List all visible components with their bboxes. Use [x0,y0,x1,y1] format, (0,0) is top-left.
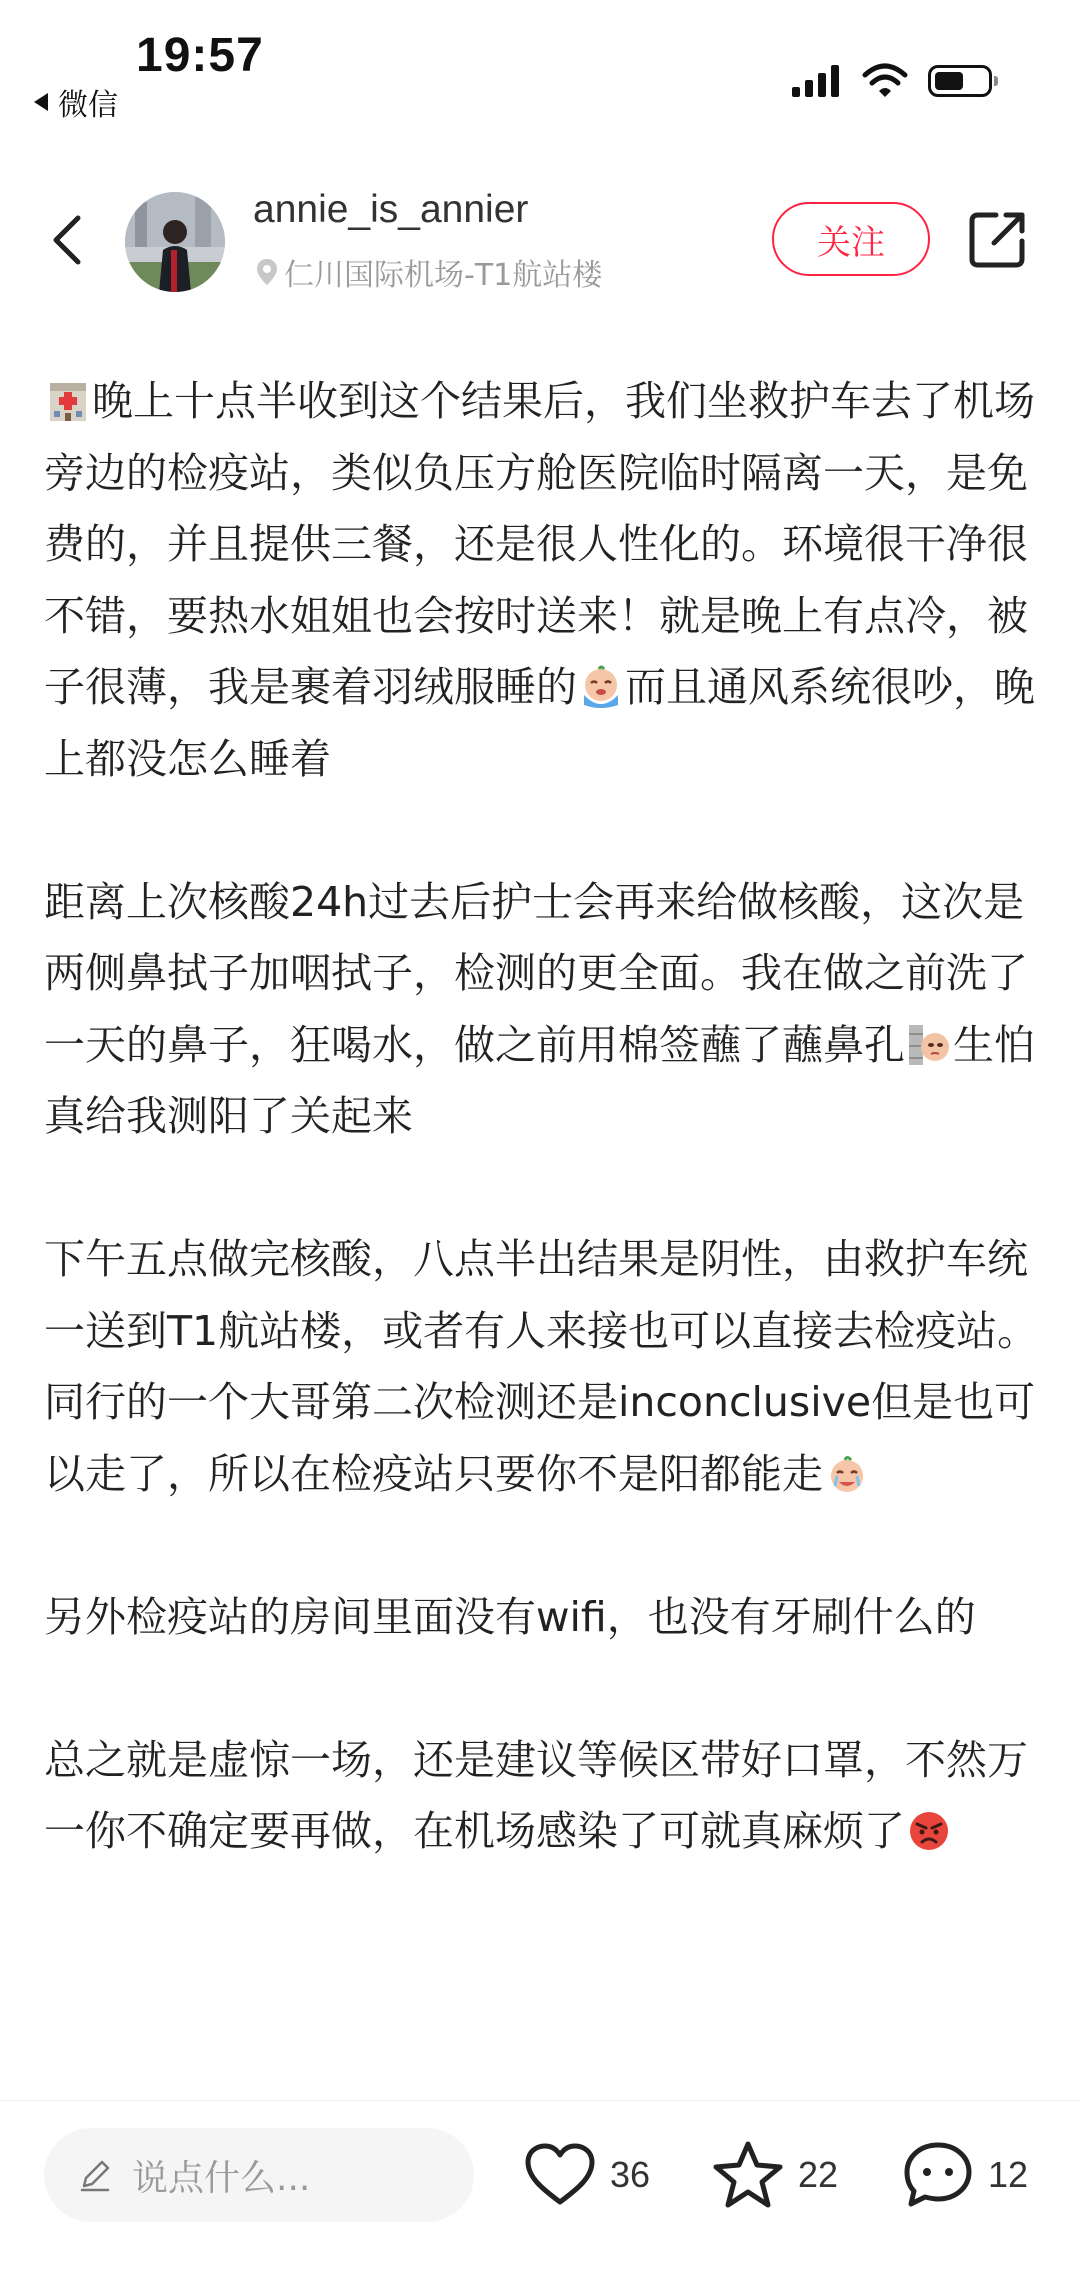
location-tag[interactable] [256,250,602,294]
status-bar [0,0,1080,140]
status-icons [790,56,992,106]
crying-emoji-icon [825,1452,869,1496]
comment-input[interactable] [44,2128,474,2222]
post-paragraph-2 [44,867,1044,1153]
comment-icon [902,2140,974,2210]
back-triangle-icon [34,93,48,111]
post-text-2b: 生怕真给我测阳了关起来 [44,1020,1035,1140]
favorite-button[interactable] [712,2140,838,2210]
avatar[interactable] [125,192,225,292]
comment-placeholder: 说点什么... [132,2157,311,2199]
chevron-left-icon[interactable] [40,210,100,270]
follow-button[interactable]: 关注 [772,202,930,276]
location-label: 仁川国际机场-T1航站楼 [284,258,603,293]
pencil-icon [76,2156,114,2194]
post-text-5: 总之就是虚惊一场，还是建议等候区带好口罩，不然万一你不确定要再做，在机场感染了可就真麻烦了 [44,1735,1028,1855]
back-to-app-link[interactable] [34,80,118,124]
post-header [0,180,1080,300]
post-text-1a: 晚上十点半收到这个结果后，我们坐救护车去了机场旁边的检疫站，类似负压方舱医院临时隔离一天，是免费的，并且提供三餐，还是很人性化的。环境很干净很不错，要热水姐姐也会按时送来！就是晚上有点冷，被子很薄，我是裹着羽绒服睡的 [44,377,1035,711]
post-text-1b: 而且通风系统很吵，晚上都没怎么睡着 [44,663,1035,783]
post-text-2a: 距离上次核酸24h过去后护士会再来给做核酸，这次是两侧鼻拭子加咽拭子，检测的更全面。我在做之前洗了一天的鼻子，狂喝水，做之前用棉签蘸了蘸鼻孔 [44,877,1028,1069]
share-icon[interactable] [966,207,1030,271]
cellular-signal-icon [790,63,842,99]
angry-face-emoji-icon [907,1809,951,1853]
star-icon [712,2140,784,2210]
like-count: 36 [610,2154,651,2195]
post-paragraph-4: 另外检疫站的房间里面没有wifi，也没有牙刷什么的 [44,1592,976,1641]
bottom-divider [0,2100,1080,2101]
post-paragraph-3 [44,1224,1044,1510]
post-content [44,366,1044,1868]
comment-button[interactable] [902,2140,1028,2210]
heart-icon [524,2142,596,2208]
back-app-label: 微信 [58,88,118,123]
avatar-image [125,192,225,292]
location-pin-icon [256,258,278,286]
post-paragraph-1 [44,366,1044,795]
username[interactable]: annie_is_annier [253,188,529,231]
hospital-emoji-icon [46,379,90,423]
post-text-3: 下午五点做完核酸，八点半出结果是阴性，由救护车统一送到T1航站楼，或者有人来接也可以直接去检疫站。同行的一个大哥第二次检测还是inconclusive但是也可以走了，所以在检疫站只要你不是阳都能走 [44,1235,1039,1498]
comment-count: 12 [988,2154,1029,2195]
battery-icon [928,65,992,97]
like-button[interactable] [524,2140,650,2210]
status-time: 19:57 [136,29,264,82]
post-paragraph-5 [44,1725,1044,1868]
wall-peek-emoji-icon [907,1023,951,1067]
crying-face-emoji-icon [579,665,623,709]
favorite-count: 22 [798,2154,839,2195]
wifi-icon [862,63,908,99]
